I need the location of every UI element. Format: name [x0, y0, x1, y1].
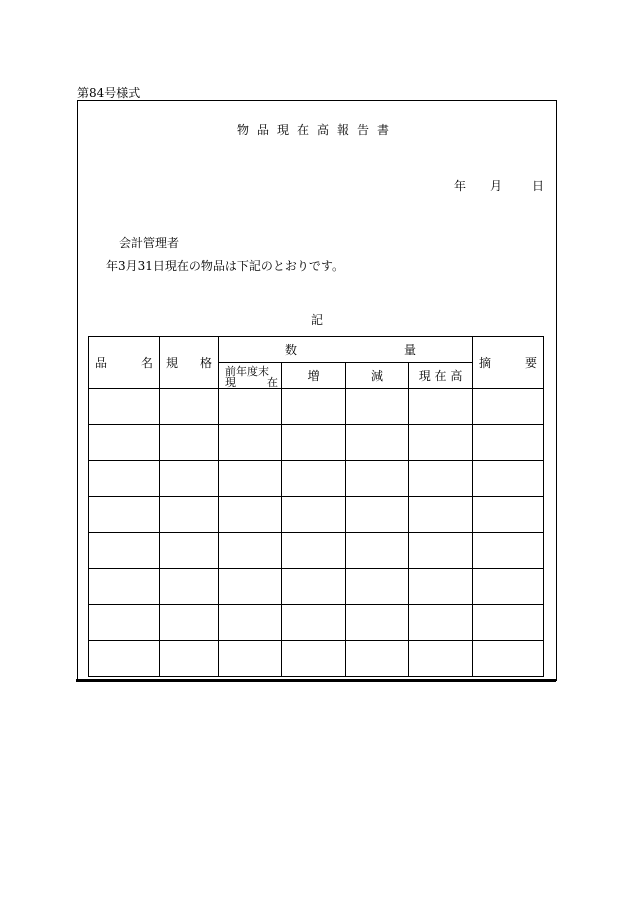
ki-label: 記 [310, 313, 323, 327]
table-cell [219, 641, 282, 677]
table-cell [409, 641, 473, 677]
manager-label: 会計管理者 [119, 236, 180, 250]
date-year: 年 [453, 179, 466, 193]
table-cell [282, 641, 346, 677]
table-cell [219, 569, 282, 605]
table-cell [160, 461, 219, 497]
table-cell [346, 569, 409, 605]
date-line [432, 177, 544, 194]
table-cell [89, 461, 160, 497]
report-title: 物品現在高報告書 [236, 123, 397, 137]
table-cell [282, 497, 346, 533]
table-cell [219, 497, 282, 533]
table-cell [219, 389, 282, 425]
table-row [89, 533, 544, 569]
statement-text: 年3月31日現在の物品は下記のとおりです。 [106, 259, 344, 273]
table-cell [219, 425, 282, 461]
table-cell [409, 569, 473, 605]
table-cell [473, 425, 544, 461]
table-cell [409, 605, 473, 641]
table-cell [219, 605, 282, 641]
table-row [89, 497, 544, 533]
table-cell [409, 497, 473, 533]
table-row [89, 569, 544, 605]
table-cell [346, 425, 409, 461]
header-spec: 規 格 [160, 337, 219, 389]
table-cell [160, 533, 219, 569]
table-cell [89, 425, 160, 461]
table-cell [282, 425, 346, 461]
table-cell [346, 461, 409, 497]
table-cell [473, 497, 544, 533]
table-cell [282, 461, 346, 497]
table-cell [473, 641, 544, 677]
table-cell [346, 641, 409, 677]
table-cell [219, 461, 282, 497]
table-cell [160, 569, 219, 605]
table-cell [346, 389, 409, 425]
header-current-amount: 現 在 高 [409, 363, 473, 389]
table-cell [346, 533, 409, 569]
table-cell [160, 605, 219, 641]
report-frame [77, 100, 557, 681]
table-cell [160, 389, 219, 425]
table-cell [409, 461, 473, 497]
table-cell [409, 425, 473, 461]
table-cell [160, 641, 219, 677]
table-cell [473, 605, 544, 641]
table-row [89, 461, 544, 497]
table-cell [89, 641, 160, 677]
table-cell [409, 389, 473, 425]
header-prev-year-end: 前年度末 現 在 [219, 363, 282, 389]
header-item-name: 品 名 [89, 337, 160, 389]
table-cell [346, 497, 409, 533]
bottom-rule [76, 679, 556, 682]
table-cell [89, 569, 160, 605]
inventory-table [88, 336, 544, 677]
form-number: 第84号様式 [77, 86, 141, 100]
table-cell [160, 497, 219, 533]
date-month: 月 [489, 179, 502, 193]
date-day: 日 [531, 179, 544, 193]
table-cell [282, 605, 346, 641]
header-decrease: 減 [346, 363, 409, 389]
table-cell [282, 533, 346, 569]
header-quantity: 数 量 [219, 337, 473, 363]
table-cell [346, 605, 409, 641]
table-cell [409, 533, 473, 569]
table-cell [473, 461, 544, 497]
table-cell [89, 497, 160, 533]
table-cell [89, 533, 160, 569]
table-cell [473, 569, 544, 605]
table-cell [282, 389, 346, 425]
header-increase: 増 [282, 363, 346, 389]
table-row [89, 425, 544, 461]
table-cell [89, 605, 160, 641]
table-cell [473, 533, 544, 569]
table-cell [89, 389, 160, 425]
table-row [89, 389, 544, 425]
header-summary: 摘 要 [473, 337, 544, 389]
table-cell [160, 425, 219, 461]
table-cell [282, 569, 346, 605]
table-row [89, 605, 544, 641]
table-cell [219, 533, 282, 569]
table-row [89, 641, 544, 677]
table-cell [473, 389, 544, 425]
